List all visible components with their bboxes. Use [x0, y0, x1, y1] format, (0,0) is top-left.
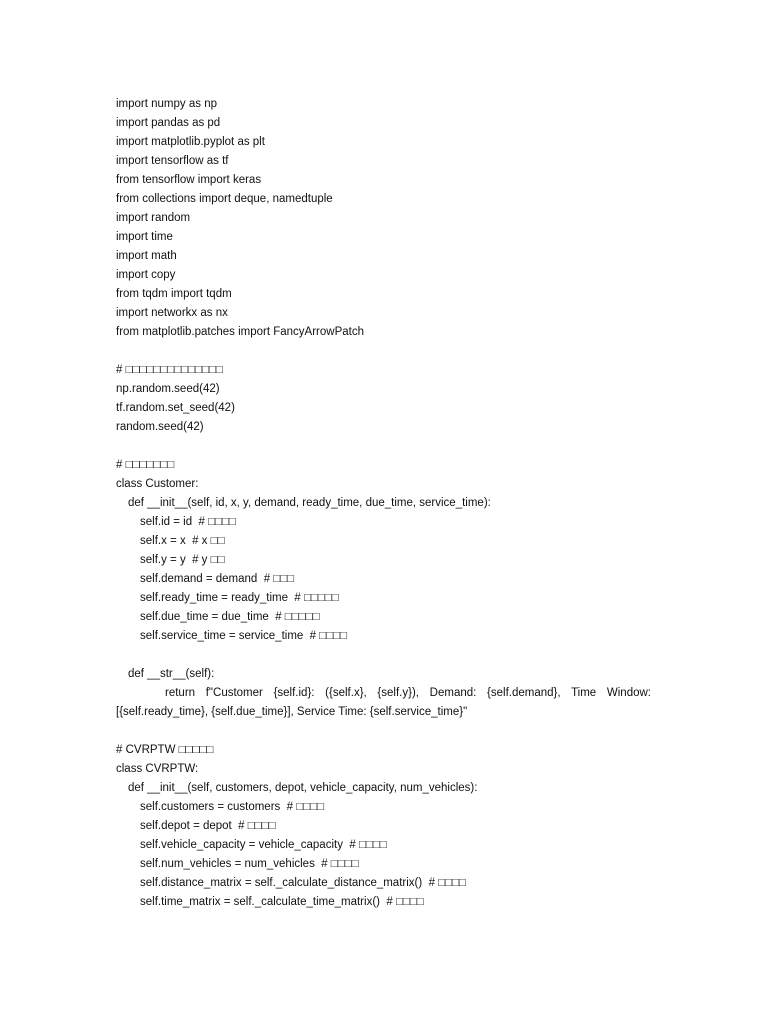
- code-line-customer-ready-time: self.ready_time = ready_time # □□□□□: [140, 592, 339, 604]
- blank-line: [116, 646, 651, 665]
- code-line-import-tqdm: from tqdm import tqdm: [116, 288, 232, 300]
- code-comment-cvrptw: # CVRPTW □□□□□: [116, 744, 214, 756]
- code-line-import-math: import math: [116, 250, 177, 262]
- code-line-customer-x: self.x = x # x □□: [140, 535, 225, 547]
- blank-line: [116, 722, 651, 741]
- code-line-customer-init: def __init__(self, id, x, y, demand, ready_time, due_time, service_time):: [128, 497, 491, 509]
- code-line-import-copy: import copy: [116, 269, 176, 281]
- code-line-import-keras: from tensorflow import keras: [116, 174, 262, 186]
- code-line-cvrptw-customers: self.customers = customers # □□□□: [140, 801, 325, 813]
- code-line-import-fancyarrowpatch: from matplotlib.patches import FancyArrowPatch: [116, 326, 364, 338]
- code-line-np-seed: np.random.seed(42): [116, 383, 220, 395]
- code-line-customer-due-time: self.due_time = due_time # □□□□□: [140, 611, 320, 623]
- code-line-import-random: import random: [116, 212, 191, 224]
- code-line-customer-demand: self.demand = demand # □□□: [140, 573, 295, 585]
- blank-line: [116, 437, 651, 456]
- blank-line: [116, 342, 651, 361]
- code-line-cvrptw-vehicle-capacity: self.vehicle_capacity = vehicle_capacity # □□□□: [140, 839, 387, 851]
- code-line-customer-service-time: self.service_time = service_time # □□□□: [140, 630, 348, 642]
- code-line-customer-str: def __str__(self):: [128, 668, 215, 680]
- code-line-cvrptw-init: def __init__(self, customers, depot, vehicle_capacity, num_vehicles):: [128, 782, 478, 794]
- code-line-class-customer: class Customer:: [116, 478, 199, 490]
- code-comment-seed: # □□□□□□□□□□□□□□: [116, 364, 223, 376]
- code-line-import-numpy: import numpy as np: [116, 98, 217, 110]
- code-line-import-networkx: import networkx as nx: [116, 307, 228, 319]
- code-line-customer-y: self.y = y # y □□: [140, 554, 225, 566]
- code-comment-customer: # □□□□□□□: [116, 459, 175, 471]
- code-line-customer-return-part2: [{self.ready_time}, {self.due_time}], Service Time: {self.service_time}": [116, 706, 468, 718]
- code-line-random-seed: random.seed(42): [116, 421, 204, 433]
- code-line-class-cvrptw: class CVRPTW:: [116, 763, 199, 775]
- code-line-customer-return-part1: return f"Customer {self.id}: ({self.x}, {self.y}), Demand: {self.demand}, Time Window:: [165, 687, 651, 699]
- code-line-cvrptw-depot: self.depot = depot # □□□□: [140, 820, 276, 832]
- code-line-cvrptw-time-matrix: self.time_matrix = self._calculate_time_matrix() # □□□□: [140, 896, 424, 908]
- code-line-import-matplotlib: import matplotlib.pyplot as plt: [116, 136, 265, 148]
- code-line-import-collections: from collections import deque, namedtuple: [116, 193, 333, 205]
- code-line-import-tensorflow: import tensorflow as tf: [116, 155, 229, 167]
- code-line-cvrptw-num-vehicles: self.num_vehicles = num_vehicles # □□□□: [140, 858, 359, 870]
- code-line-cvrptw-distance-matrix: self.distance_matrix = self._calculate_distance_matrix() # □□□□: [140, 877, 466, 889]
- code-line-import-pandas: import pandas as pd: [116, 117, 221, 129]
- code-line-import-time: import time: [116, 231, 173, 243]
- code-line-tf-seed: tf.random.set_seed(42): [116, 402, 235, 414]
- code-line-customer-id: self.id = id # □□□□: [140, 516, 236, 528]
- code-listing: [116, 95, 651, 912]
